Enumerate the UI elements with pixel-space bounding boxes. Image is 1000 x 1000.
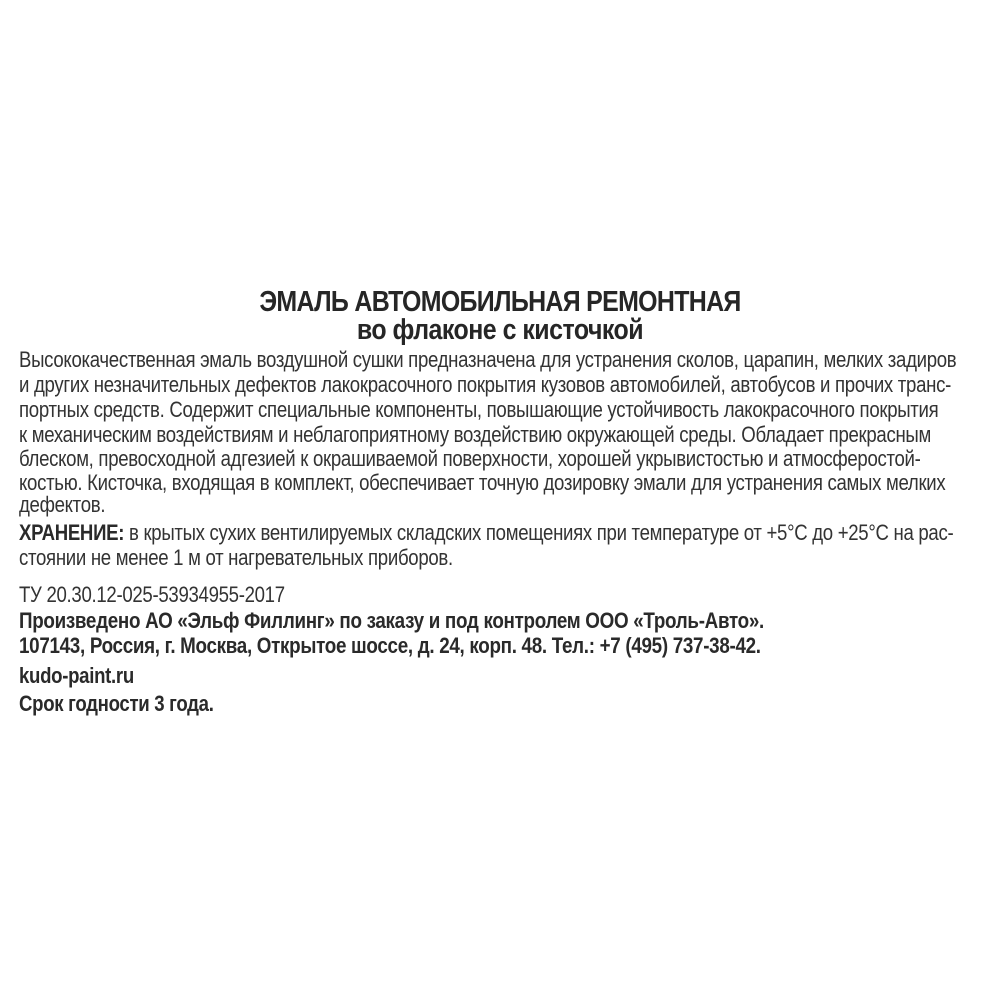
address-line: 107143, Россия, г. Москва, Открытое шоссе, д. 24, корп. 48. Тел.: +7 (495) 737-38-42. — [19, 633, 761, 658]
description-line: Высококачественная эмаль воздушной сушки предназначена для устранения сколов, царапин, мелких задиров — [19, 347, 957, 372]
description-line: дефектов. — [19, 492, 106, 517]
manufacturer-line: Произведено АО «Эльф Филлинг» по заказу и под контролем ООО «Троль-Авто». — [19, 608, 764, 633]
shelf-life: Срок годности 3 года. — [19, 691, 214, 716]
description-line: портных средств. Содержит специальные компоненты, повышающие устойчивость лакокрасочного покрытия — [19, 397, 939, 422]
product-subtitle: во флаконе с кисточкой — [356, 314, 644, 346]
tu-code: ТУ 20.30.12-025-53934955-2017 — [19, 582, 285, 607]
website: kudo-paint.ru — [19, 663, 134, 688]
description-line: блеском, превосходной адгезией к окрашиваемой поверхности, хорошей укрывистостью и атмосферостой- — [19, 446, 921, 471]
description-line: и других незначительных дефектов лакокрасочного покрытия кузовов автомобилей, автобусов и прочих транс- — [19, 372, 951, 397]
description-line: к механическим воздействиям и неблагоприятному воздействию окружающей среды. Обладает прекрасным — [19, 422, 931, 447]
storage-line — [19, 521, 953, 545]
storage-text: в крытых сухих вентилируемых складских помещениях при температуре от +5°С до +25°С на рас- — [124, 520, 954, 545]
storage-line: стоянии не менее 1 м от нагревательных приборов. — [19, 545, 453, 570]
product-title: ЭМАЛЬ АВТОМОБИЛЬНАЯ РЕМОНТНАЯ — [259, 286, 741, 318]
description-line: костью. Кисточка, входящая в комплект, обеспечивает точную дозировку эмали для устранения самых мелких — [19, 470, 946, 495]
storage-label: ХРАНЕНИЕ: — [19, 520, 125, 545]
